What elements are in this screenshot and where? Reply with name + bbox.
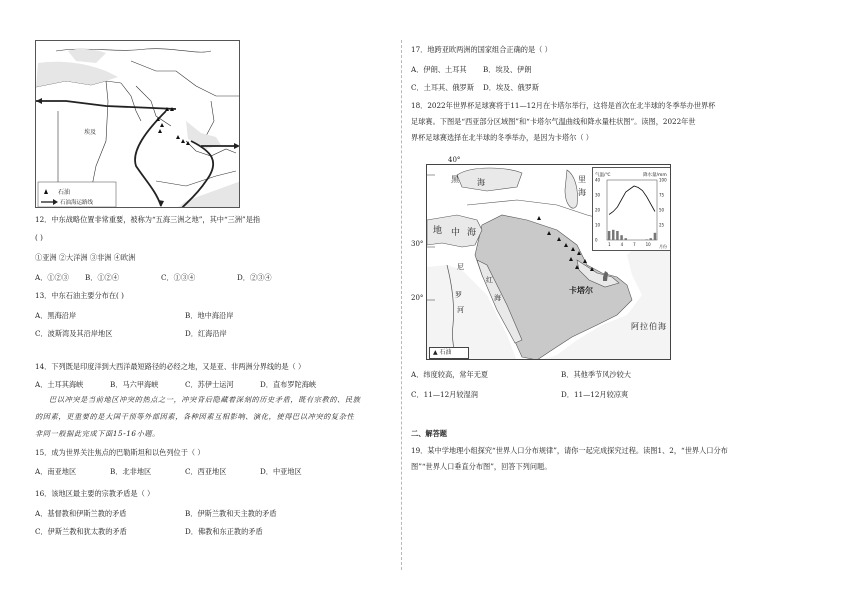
persian-gulf bbox=[186, 121, 221, 149]
q18-line-1: 18．2022年世界杯足球赛将于11—12月在卡塔尔举行，这将是首次在北半球的冬季举办世界杯 bbox=[411, 101, 716, 110]
label-black-sea bbox=[451, 175, 459, 184]
precip-bar bbox=[616, 231, 619, 240]
levant-border bbox=[121, 83, 141, 121]
q18-line-3: 界杯足球赛选择在北半球的冬季举办，是因为卡塔尔（ ） bbox=[411, 133, 593, 142]
legend-oil-label: 石油 bbox=[58, 189, 71, 196]
q16-option-a[interactable]: A．基督教和伊斯兰教的矛盾 bbox=[35, 509, 127, 518]
q12-options bbox=[35, 272, 272, 283]
oil-icon bbox=[176, 135, 180, 139]
route-arrowhead-east bbox=[234, 143, 240, 149]
column-divider bbox=[401, 40, 402, 570]
label-red-1: 红 bbox=[486, 276, 493, 284]
label-nile-1: 尼 bbox=[457, 263, 464, 271]
west-asia-map bbox=[426, 164, 671, 360]
q12-option-a[interactable]: A．①②③ bbox=[35, 273, 69, 282]
q15-option-d[interactable]: D．中亚地区 bbox=[260, 467, 302, 476]
passage-line-2: 的因素，更重要的是大国干预等外部因素，各种因素互相影响、演化，使得巴以冲突的复杂性 bbox=[35, 412, 355, 421]
q15-stem: 15．成为世界关注焦点的巴勒斯坦和以色列位于（ ） bbox=[35, 448, 205, 457]
q16-options-row1 bbox=[35, 508, 277, 519]
q14-options bbox=[35, 379, 316, 390]
passage bbox=[35, 393, 377, 440]
temp-tick-label: 0 bbox=[595, 237, 598, 243]
q14-option-d[interactable]: D．直布罗陀海峡 bbox=[260, 380, 317, 389]
label-caspian-1: 里 bbox=[578, 175, 586, 184]
q17-options-row1 bbox=[411, 64, 552, 75]
oil-icon bbox=[160, 123, 164, 127]
precip-tick-label: 25 bbox=[659, 222, 665, 228]
precip-bar bbox=[645, 239, 648, 240]
q17-stem: 17．地跨亚欧两洲的国家组合正确的是（ ） bbox=[411, 45, 552, 54]
q15-option-a[interactable]: A．南亚地区 bbox=[35, 467, 77, 476]
section-answer-title: 二、解答题 bbox=[411, 429, 447, 438]
q12-option-d[interactable]: D．②③④ bbox=[237, 273, 272, 282]
q16-option-b[interactable]: B．伊斯兰教和天主教的矛盾 bbox=[185, 509, 277, 518]
precip-bar bbox=[650, 238, 653, 240]
temp-tick-label: 20 bbox=[595, 207, 601, 213]
q13-option-c[interactable]: C．波斯湾及其沿岸地区 bbox=[35, 329, 113, 338]
route-arrowhead-south bbox=[158, 200, 164, 207]
lat-label-40: 40° bbox=[448, 156, 461, 164]
oil-icon: ▲ bbox=[433, 349, 438, 356]
month-tick-label: 4 bbox=[620, 242, 624, 247]
q19-line-2: 图”“世界人口垂直分布图”，回答下列问题。 bbox=[411, 462, 552, 471]
q13-option-a[interactable]: A．黑海沿岸 bbox=[35, 311, 77, 320]
precip-bar bbox=[654, 233, 657, 240]
q18-option-d[interactable]: D．11—12月较凉爽 bbox=[561, 390, 629, 399]
month-tick-label: 7 bbox=[633, 242, 636, 247]
q19 bbox=[411, 444, 801, 473]
map2-legend-label: 石油 bbox=[439, 349, 452, 356]
precip-bar bbox=[625, 238, 628, 240]
q14-option-b[interactable]: B．马六甲海峡 bbox=[110, 380, 159, 389]
yemen-border bbox=[156, 171, 236, 186]
q15-option-c[interactable]: C．西亚地区 bbox=[185, 467, 227, 476]
climate-chart bbox=[592, 167, 671, 251]
q18-options-row1 bbox=[411, 369, 631, 380]
temp-tick-label: 30 bbox=[595, 192, 601, 198]
q17-options-row2 bbox=[411, 82, 552, 93]
gulf-coast bbox=[206, 101, 214, 136]
q12-option-b[interactable]: B．①②④ bbox=[85, 273, 120, 282]
mediterranean-sea bbox=[36, 62, 118, 87]
q16-options-row2 bbox=[35, 526, 277, 537]
label-red-2: 海 bbox=[494, 294, 501, 302]
label-black-sea-2-wrap bbox=[477, 177, 485, 188]
label-med-2: 中 bbox=[451, 228, 461, 238]
temp-tick-label: 10 bbox=[595, 222, 601, 228]
passage-line-3: 非同一般据此完成下面15-16小题。 bbox=[35, 429, 160, 438]
lat-label-20: 20° bbox=[411, 294, 424, 302]
label-black-sea-2: 海 bbox=[477, 178, 485, 187]
passage-line-1: 巴以冲突是当前地区冲突的热点之一，冲突背后隐藏着深刻的历史矛盾，既有宗教的、民族 bbox=[49, 395, 361, 404]
label-med-1: 地 bbox=[433, 226, 443, 236]
q15-options bbox=[35, 466, 302, 477]
label-med-3: 海 bbox=[467, 228, 477, 238]
q12-items: ①亚洲 ②大洋洲 ③非洲 ④欧洲 bbox=[35, 253, 136, 262]
q15-option-b[interactable]: B．北非地区 bbox=[110, 467, 152, 476]
label-nile-3: 河 bbox=[457, 306, 464, 314]
q17-option-c[interactable]: C．土耳其、俄罗斯 bbox=[411, 83, 475, 92]
climate-month-label: 月份 bbox=[659, 244, 667, 249]
map2-legend bbox=[429, 347, 469, 359]
temperature-curve bbox=[609, 186, 655, 215]
oil-icon bbox=[158, 129, 162, 133]
q14-option-a[interactable]: A．土耳其海峡 bbox=[35, 380, 84, 389]
iran-border bbox=[131, 61, 240, 96]
q18-stem bbox=[411, 99, 781, 144]
oil-route-mediterranean bbox=[36, 101, 176, 109]
q16-stem: 16．该地区最主要的宗教矛盾是（ ） bbox=[35, 489, 155, 498]
label-caspian bbox=[578, 173, 586, 199]
q16-option-c[interactable]: C．伊斯兰教和犹太教的矛盾 bbox=[35, 527, 127, 536]
q13-option-d[interactable]: D．红海沿岸 bbox=[185, 329, 227, 338]
black-sea bbox=[68, 49, 106, 63]
q19-line-1: 19．某中学地理小组探究“世界人口分布规律”，请你一起完成探究过程。读图1、2，“世界人口分布 bbox=[411, 446, 728, 455]
q13-option-b[interactable]: B．地中海沿岸 bbox=[185, 311, 234, 320]
label-caspian-2: 海 bbox=[578, 188, 586, 197]
q14-stem: 14．下列既是印度洋到大西洋最短路径的必经之地，又是亚、非两洲分界线的是（ ） bbox=[35, 362, 306, 371]
label-nile-2: 罗 bbox=[455, 291, 462, 299]
q17-option-a[interactable]: A．伊朗、土耳其 bbox=[411, 65, 467, 74]
region-label-egypt: 埃及 bbox=[84, 129, 97, 136]
q12-option-c[interactable]: C．①③④ bbox=[161, 273, 196, 282]
lat-label-30: 30° bbox=[411, 240, 424, 248]
q18-option-b[interactable]: B．其他季节风沙较大 bbox=[561, 370, 631, 379]
route-arrowhead-west bbox=[36, 98, 42, 104]
climate-right-axis-title: 降水量/mm bbox=[643, 173, 667, 178]
climate-left-axis-title: 气温/℃ bbox=[595, 173, 611, 178]
q14-option-c[interactable]: C．苏伊士运河 bbox=[185, 380, 234, 389]
temp-tick-label: 40 bbox=[595, 177, 601, 183]
legend-route-label: 石油海运路线 bbox=[60, 200, 94, 206]
black-sea-shape bbox=[457, 168, 522, 191]
climate-chart-svg bbox=[593, 168, 671, 252]
precip-bar bbox=[620, 235, 623, 240]
iraq-border bbox=[136, 86, 171, 126]
q13-stem: 13．中东石油主要分布在( ) bbox=[35, 291, 124, 300]
month-tick-label: 10 bbox=[645, 242, 651, 247]
q18-option-c[interactable]: C．11—12月较湿润 bbox=[411, 390, 478, 399]
label-arabian-sea: 阿拉伯海 bbox=[631, 322, 667, 331]
q12-stem: 12．中东战略位置非常重要，被称为“五海三洲之地”，其中“三洲”是指 bbox=[35, 215, 261, 224]
precip-bar bbox=[608, 231, 611, 240]
q18-line-2: 足球赛。下图是“西亚部分区域图”和“卡塔尔气温曲线和降水量柱状图”。读图，2022年世 bbox=[411, 117, 696, 126]
label-black-sea-1: 黑 bbox=[451, 175, 459, 184]
q13-options-row2 bbox=[35, 328, 233, 339]
q13-options-row1 bbox=[35, 310, 233, 321]
oil-route-map-svg bbox=[36, 41, 240, 208]
q18-option-a[interactable]: A．纬度较高，常年无夏 bbox=[411, 370, 489, 379]
precip-tick-label: 75 bbox=[659, 192, 665, 198]
q17-option-d[interactable]: D．埃及、俄罗斯 bbox=[483, 83, 540, 92]
q12-stem-bracket: ( ) bbox=[35, 233, 43, 242]
month-tick-label: 1 bbox=[608, 242, 611, 247]
oil-icon bbox=[181, 139, 185, 143]
precip-bar bbox=[612, 230, 615, 240]
q16-option-d[interactable]: D．佛教和东正教的矛盾 bbox=[185, 527, 263, 536]
precip-tick-label: 100 bbox=[659, 177, 667, 183]
q17-option-b[interactable]: B．埃及、伊朗 bbox=[483, 65, 532, 74]
middle-east-oil-map bbox=[35, 40, 240, 208]
q18-options-row2 bbox=[411, 389, 631, 400]
label-qatar: 卡塔尔 bbox=[569, 285, 593, 295]
precip-tick-label: 50 bbox=[659, 207, 665, 213]
